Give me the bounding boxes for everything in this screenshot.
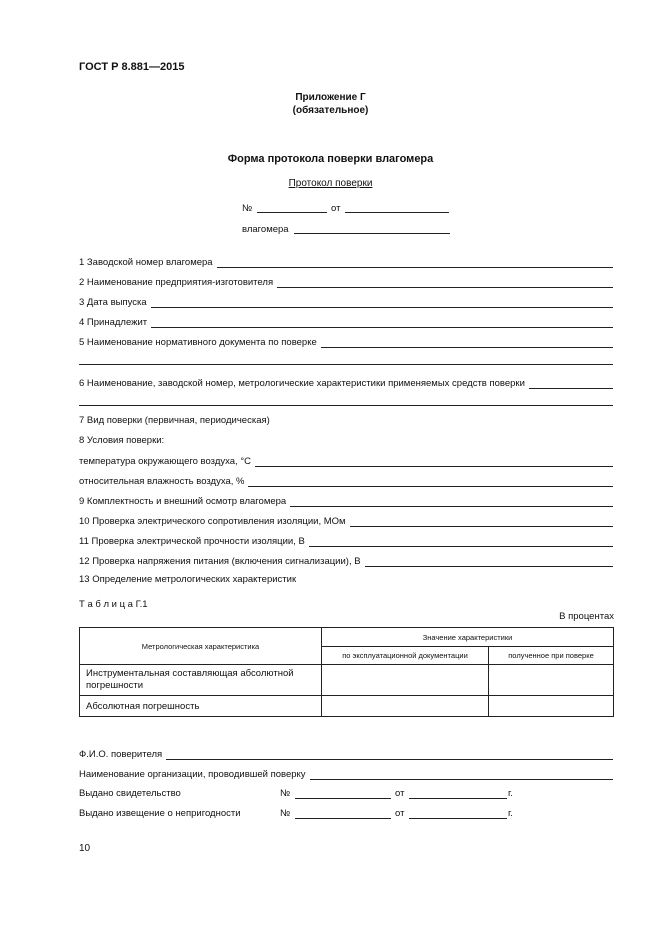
item-label: 10 Проверка электрического сопротивления изоляции, МОм bbox=[79, 516, 346, 527]
protocol-date-field[interactable] bbox=[345, 212, 449, 213]
protocol-date-label: от bbox=[331, 203, 341, 214]
insulation-resistance-field[interactable] bbox=[350, 516, 613, 527]
measured-value-cell[interactable] bbox=[489, 696, 614, 717]
item-label: 2 Наименование предприятия-изготовителя bbox=[79, 277, 274, 288]
verifier-label: Ф.И.О. поверителя bbox=[79, 749, 163, 760]
verifier-field[interactable] bbox=[166, 749, 613, 760]
notice-number-label: № bbox=[280, 808, 291, 819]
device-field[interactable] bbox=[294, 233, 450, 234]
protocol-number-label: № bbox=[242, 203, 253, 214]
device-label: влагомера bbox=[242, 224, 289, 235]
normative-document-field-continued[interactable] bbox=[79, 364, 613, 365]
item-verification-type: 7 Вид поверки (первичная, периодическая) bbox=[79, 415, 270, 426]
item-relative-humidity bbox=[79, 473, 613, 487]
appendix-status: (обязательное) bbox=[292, 105, 369, 116]
verifier-row bbox=[79, 746, 613, 760]
item-ambient-temperature bbox=[79, 453, 613, 467]
release-date-field[interactable] bbox=[151, 297, 613, 308]
item-label: 6 Наименование, заводской номер, метрологические характеристики применяемых средств поверки bbox=[79, 378, 525, 389]
verification-equipment-field[interactable] bbox=[529, 378, 613, 389]
measured-value-cell[interactable] bbox=[489, 665, 614, 696]
row-label: Инструментальная составляющая абсолютной погрешности bbox=[80, 665, 322, 696]
certificate-date-label: от bbox=[395, 788, 405, 799]
item-verification-conditions: 8 Условия поверки: bbox=[79, 435, 165, 446]
relative-humidity-field[interactable] bbox=[248, 476, 613, 487]
item-verification-equipment bbox=[79, 375, 613, 389]
certificate-label: Выдано свидетельство bbox=[79, 788, 181, 799]
item-label: 9 Комплектность и внешний осмотр влагомера bbox=[79, 496, 287, 507]
item-owner bbox=[79, 314, 613, 328]
insulation-strength-field[interactable] bbox=[309, 536, 613, 547]
documentation-value-cell[interactable] bbox=[322, 696, 489, 717]
col-characteristic-header: Метрологическая характеристика bbox=[80, 628, 322, 665]
item-label: относительная влажность воздуха, % bbox=[79, 476, 245, 487]
supply-voltage-field[interactable] bbox=[365, 556, 613, 567]
ambient-temperature-field[interactable] bbox=[255, 456, 613, 467]
organization-label: Наименование организации, проводившей поверку bbox=[79, 769, 306, 780]
certificate-year-suffix: г. bbox=[508, 788, 513, 799]
manufacturer-field[interactable] bbox=[277, 277, 613, 288]
certificate-date-field[interactable] bbox=[409, 798, 507, 799]
notice-date-field[interactable] bbox=[409, 818, 507, 819]
table-caption: Т а б л и ц а Г.1 bbox=[79, 599, 148, 610]
item-label: температура окружающего воздуха, °С bbox=[79, 456, 251, 467]
item-insulation-resistance bbox=[79, 513, 613, 527]
notice-number-field[interactable] bbox=[295, 818, 391, 819]
certificate-number-field[interactable] bbox=[295, 798, 391, 799]
form-subtitle: Протокол поверки bbox=[288, 178, 373, 189]
characteristics-table bbox=[79, 627, 614, 717]
serial-number-field[interactable] bbox=[217, 257, 613, 268]
item-manufacturer bbox=[79, 274, 613, 288]
owner-field[interactable] bbox=[151, 317, 613, 328]
item-label: 1 Заводской номер влагомера bbox=[79, 257, 213, 268]
certificate-number-label: № bbox=[280, 788, 291, 799]
table-row bbox=[80, 665, 614, 696]
normative-document-field[interactable] bbox=[321, 337, 613, 348]
organization-row bbox=[79, 766, 613, 780]
item-label: 12 Проверка напряжения питания (включения сигнализации), В bbox=[79, 556, 361, 567]
item-label: 3 Дата выпуска bbox=[79, 297, 147, 308]
row-label: Абсолютная погрешность bbox=[80, 696, 322, 717]
organization-field[interactable] bbox=[310, 769, 613, 780]
item-label: 4 Принадлежит bbox=[79, 317, 148, 328]
item-release-date bbox=[79, 294, 613, 308]
item-metrological-characteristics: 13 Определение метрологических характеристик bbox=[79, 574, 297, 585]
item-label: 5 Наименование нормативного документа по поверке bbox=[79, 337, 317, 348]
notice-label: Выдано извещение о непригодности bbox=[79, 808, 241, 819]
table-row bbox=[80, 696, 614, 717]
documentation-value-cell[interactable] bbox=[322, 665, 489, 696]
notice-year-suffix: г. bbox=[508, 808, 513, 819]
form-title: Форма протокола поверки влагомера bbox=[227, 153, 434, 165]
item-completeness-inspection bbox=[79, 493, 613, 507]
item-label: 11 Проверка электрической прочности изоляции, В bbox=[79, 536, 305, 547]
verification-equipment-field-continued[interactable] bbox=[79, 405, 613, 406]
item-normative-document bbox=[79, 334, 613, 348]
item-supply-voltage bbox=[79, 553, 613, 567]
completeness-inspection-field[interactable] bbox=[290, 496, 613, 507]
col-measured-header: полученное при поверке bbox=[489, 647, 614, 665]
protocol-number-field[interactable] bbox=[257, 212, 327, 213]
col-group-value-header: Значение характеристики bbox=[322, 628, 614, 647]
appendix-heading bbox=[0, 91, 661, 117]
page-number: 10 bbox=[79, 843, 91, 854]
item-insulation-strength bbox=[79, 533, 613, 547]
appendix-title: Приложение Г bbox=[295, 92, 366, 103]
notice-date-label: от bbox=[395, 808, 405, 819]
standard-number: ГОСТ Р 8.881—2015 bbox=[79, 61, 185, 73]
item-serial-number bbox=[79, 254, 613, 268]
col-documentation-header: по эксплуатационной документации bbox=[322, 647, 489, 665]
table-units: В процентах bbox=[559, 611, 614, 622]
